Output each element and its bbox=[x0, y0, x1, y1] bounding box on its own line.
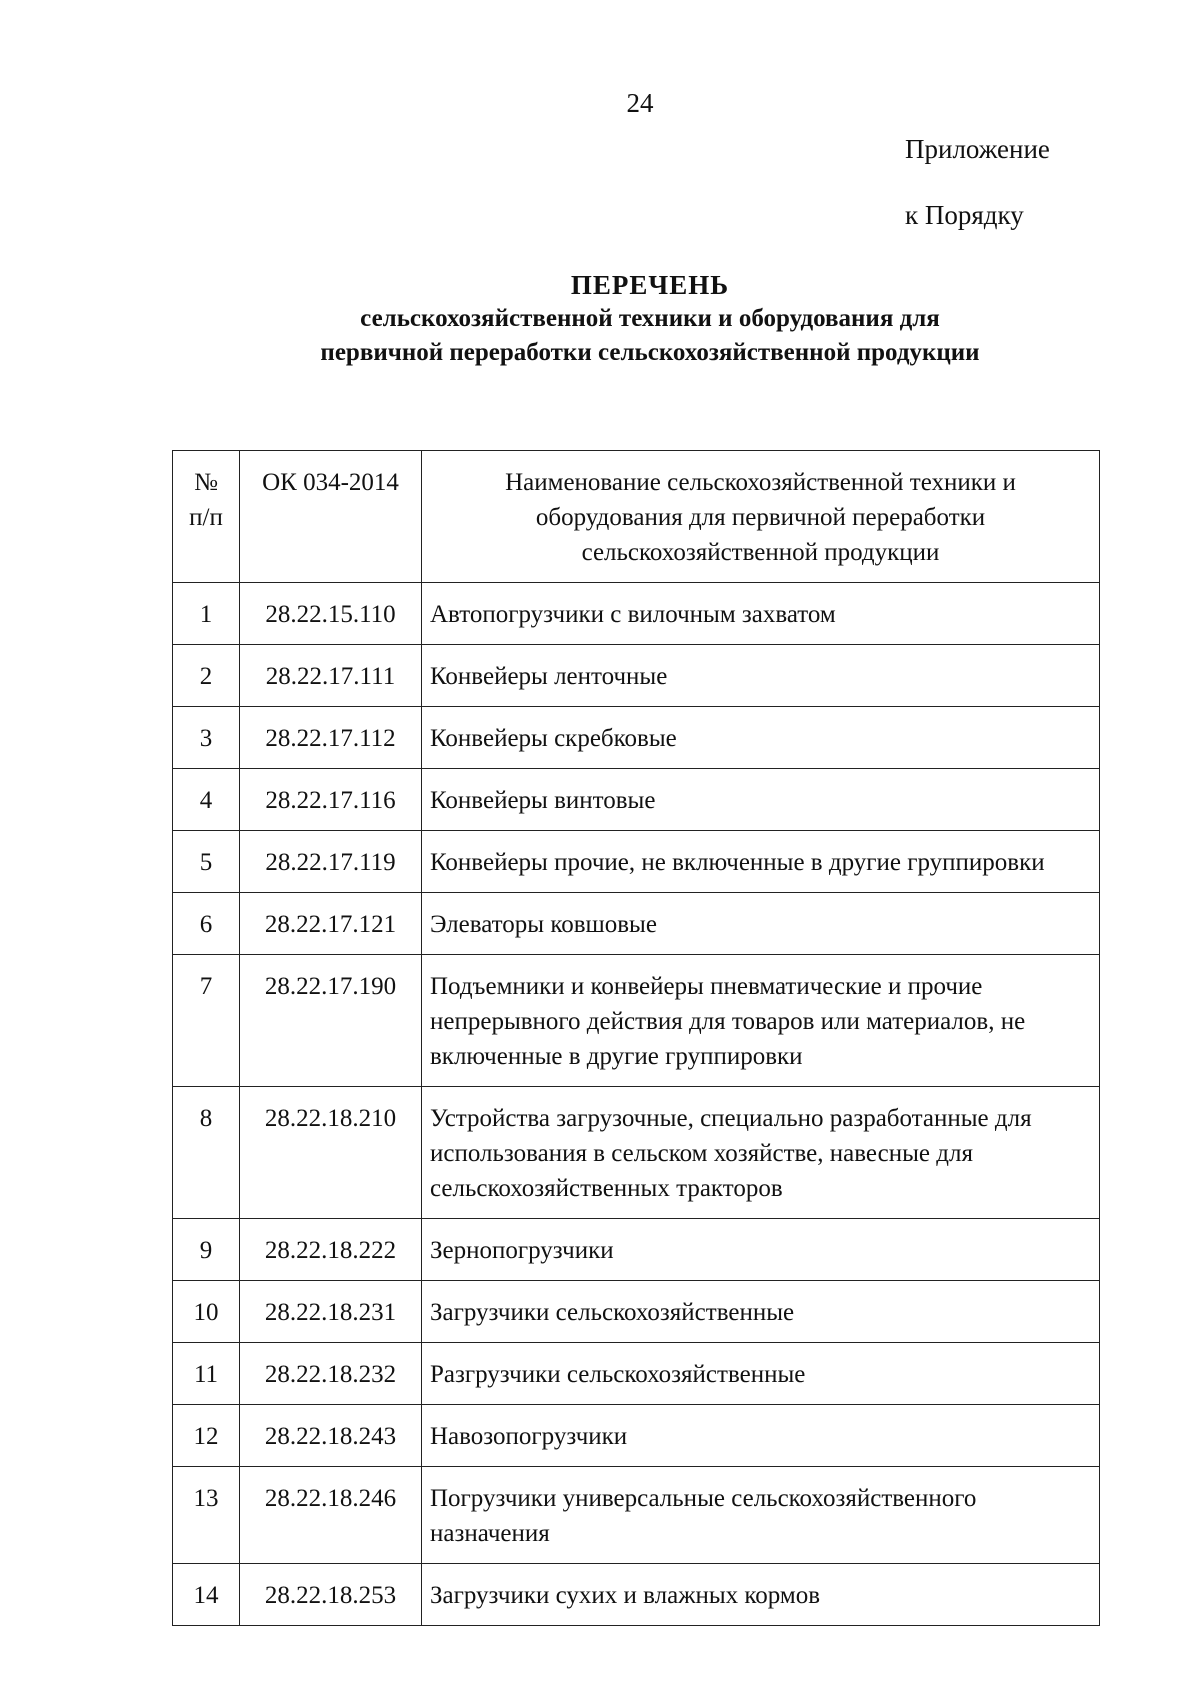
table-row bbox=[173, 645, 1100, 707]
table-row bbox=[173, 893, 1100, 955]
row-code: 28.22.18.222 bbox=[240, 1219, 422, 1281]
row-code: 28.22.18.243 bbox=[240, 1405, 422, 1467]
table-row bbox=[173, 1343, 1100, 1405]
row-number: 7 bbox=[173, 955, 240, 1087]
row-name: Подъемники и конвейеры пневматические и прочие непрерывного действия для товаров или материалов, не включенные в другие группировки bbox=[422, 955, 1100, 1087]
header-name: Наименование сельскохозяйственной техники и оборудования для первичной переработки сельскохозяйственной продукции bbox=[422, 451, 1100, 583]
table-row bbox=[173, 1405, 1100, 1467]
row-code: 28.22.17.111 bbox=[240, 645, 422, 707]
row-name: Конвейеры прочие, не включенные в другие группировки bbox=[422, 831, 1100, 893]
row-code: 28.22.15.110 bbox=[240, 583, 422, 645]
title-main: ПЕРЕЧЕНЬ bbox=[570, 270, 730, 300]
row-number: 2 bbox=[173, 645, 240, 707]
row-number: 13 bbox=[173, 1467, 240, 1564]
row-code: 28.22.17.119 bbox=[240, 831, 422, 893]
row-name: Загрузчики сельскохозяйственные bbox=[422, 1281, 1100, 1343]
row-code: 28.22.17.190 bbox=[240, 955, 422, 1087]
row-name: Навозопогрузчики bbox=[422, 1405, 1100, 1467]
page-number: 24 bbox=[626, 88, 654, 118]
row-name: Загрузчики сухих и влажных кормов bbox=[422, 1564, 1100, 1626]
row-name: Разгрузчики сельскохозяйственные bbox=[422, 1343, 1100, 1405]
header-code: ОК 034-2014 bbox=[240, 451, 422, 583]
table-row bbox=[173, 1564, 1100, 1626]
row-code: 28.22.18.232 bbox=[240, 1343, 422, 1405]
row-name: Конвейеры скребковые bbox=[422, 707, 1100, 769]
row-number: 11 bbox=[173, 1343, 240, 1405]
row-name: Погрузчики универсальные сельскохозяйственного назначения bbox=[422, 1467, 1100, 1564]
header-num-symbol: № bbox=[194, 469, 218, 496]
table-body bbox=[173, 451, 1100, 1626]
table-row bbox=[173, 583, 1100, 645]
table-row bbox=[173, 1219, 1100, 1281]
row-number: 4 bbox=[173, 769, 240, 831]
row-code: 28.22.17.112 bbox=[240, 707, 422, 769]
equipment-table bbox=[172, 450, 1100, 1626]
row-number: 14 bbox=[173, 1564, 240, 1626]
table-row bbox=[173, 955, 1100, 1087]
title-subtitle-line-2: первичной переработки сельскохозяйственной продукции bbox=[320, 339, 980, 366]
row-number: 1 bbox=[173, 583, 240, 645]
row-name: Автопогрузчики с вилочным захватом bbox=[422, 583, 1100, 645]
row-code: 28.22.18.231 bbox=[240, 1281, 422, 1343]
header-num bbox=[173, 451, 240, 583]
row-number: 5 bbox=[173, 831, 240, 893]
row-number: 12 bbox=[173, 1405, 240, 1467]
row-code: 28.22.18.210 bbox=[240, 1087, 422, 1219]
document-title bbox=[180, 268, 1120, 370]
row-number: 8 bbox=[173, 1087, 240, 1219]
table-row bbox=[173, 707, 1100, 769]
row-code: 28.22.18.253 bbox=[240, 1564, 422, 1626]
title-subtitle-line-1: сельскохозяйственной техники и оборудования для bbox=[360, 305, 940, 332]
table-row bbox=[173, 1281, 1100, 1343]
table-row bbox=[173, 1087, 1100, 1219]
table-row bbox=[173, 1467, 1100, 1564]
table-header-row bbox=[173, 451, 1100, 583]
row-number: 9 bbox=[173, 1219, 240, 1281]
appendix-reference: к Порядку bbox=[905, 200, 1024, 230]
row-number: 10 bbox=[173, 1281, 240, 1343]
row-name: Конвейеры ленточные bbox=[422, 645, 1100, 707]
header-num-abbr: п/п bbox=[189, 504, 223, 531]
row-code: 28.22.17.116 bbox=[240, 769, 422, 831]
row-code: 28.22.17.121 bbox=[240, 893, 422, 955]
row-name: Элеваторы ковшовые bbox=[422, 893, 1100, 955]
row-name: Устройства загрузочные, специально разработанные для использования в сельском хозяйстве, навесные для сельскохозяйственных тракторов bbox=[422, 1087, 1100, 1219]
row-number: 3 bbox=[173, 707, 240, 769]
table-row bbox=[173, 831, 1100, 893]
row-name: Зернопогрузчики bbox=[422, 1219, 1100, 1281]
appendix-label: Приложение bbox=[905, 134, 1050, 164]
row-name: Конвейеры винтовые bbox=[422, 769, 1100, 831]
table-row bbox=[173, 769, 1100, 831]
row-code: 28.22.18.246 bbox=[240, 1467, 422, 1564]
row-number: 6 bbox=[173, 893, 240, 955]
